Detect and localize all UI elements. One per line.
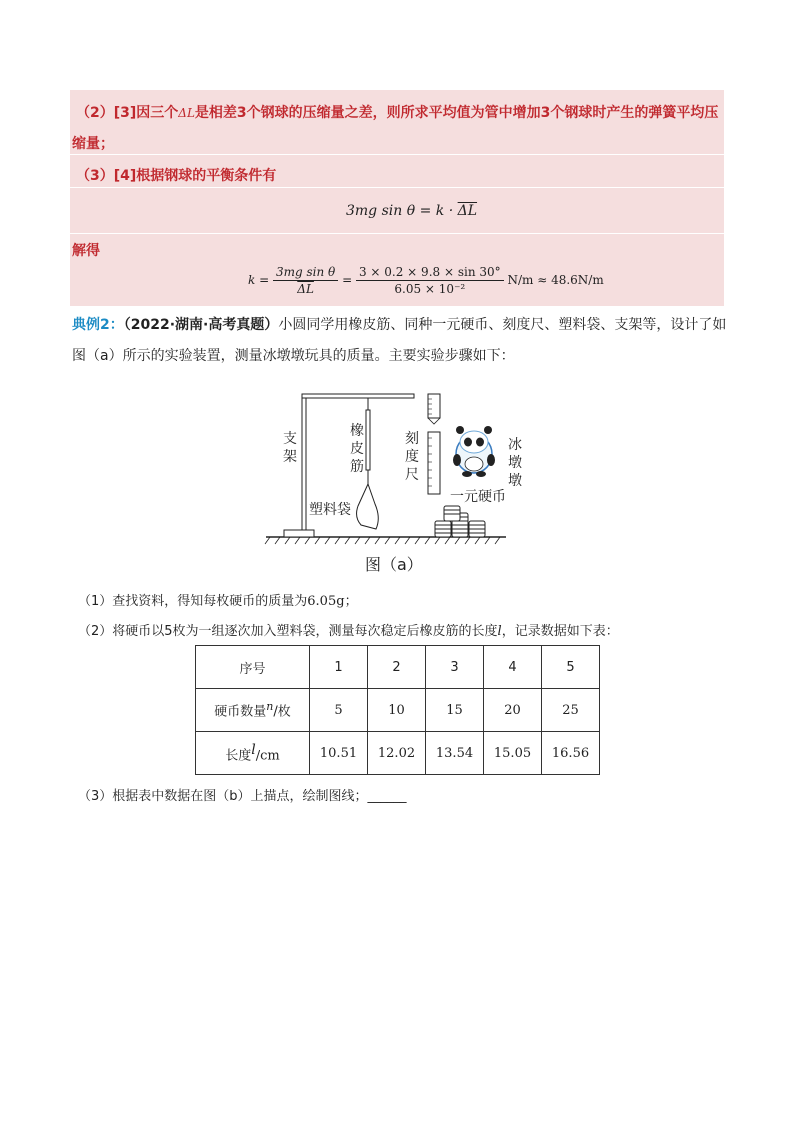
step-1 — [78, 590, 358, 609]
apparatus-figure — [262, 382, 512, 577]
table-cell: 3 — [426, 646, 484, 689]
table-cell: 15 — [426, 689, 484, 732]
data-table — [195, 645, 600, 775]
example-line-1 — [72, 314, 726, 334]
example-label: 典例2： — [72, 317, 124, 333]
fraction-2 — [356, 264, 504, 297]
stand-base — [284, 530, 314, 537]
table-cell: 15.05 — [484, 732, 542, 775]
ruler-top — [428, 394, 440, 418]
label-coin: 一元硬币 — [450, 489, 506, 505]
stand-arm — [302, 394, 414, 398]
fraction-2-denominator: 6.05 × 10⁻² — [394, 282, 466, 296]
equation-2-k: k = — [248, 273, 270, 287]
label-bag: 塑料袋 — [309, 502, 351, 518]
solution-text: 是相差3个钢球的压缩量之差，则所求平均值为管中增加3个钢球时产生的弹簧平均压 — [194, 105, 719, 121]
ground-hatching — [265, 537, 500, 544]
example-line-2: 图（a）所示的实验装置，测量冰墩墩玩具的质量。主要实验步骤如下： — [72, 348, 515, 364]
label-stand: 支架 — [283, 431, 297, 465]
table-cell: 1 — [310, 646, 368, 689]
table-cell: 25 — [542, 689, 600, 732]
ruler-bottom — [428, 432, 440, 494]
table-cell: 20 — [484, 689, 542, 732]
equation-1 — [346, 203, 477, 219]
coin-mass-value: 6.05g — [307, 594, 345, 609]
solution-line-2 — [76, 102, 718, 122]
table-cell: 16.56 — [542, 732, 600, 775]
table-header — [196, 689, 310, 732]
delta-l-symbol: ΔL — [178, 106, 195, 120]
table-cell: 10.51 — [310, 732, 368, 775]
figure-caption: 图（a） — [365, 555, 423, 574]
table-row — [196, 732, 600, 775]
stand-pole — [302, 394, 306, 530]
table-cell: 2 — [368, 646, 426, 689]
length-variable: l — [497, 624, 502, 639]
example-text: 小圆同学用橡皮筋、同种一元硬币、刻度尺、塑料袋、支架等，设计了如 — [278, 317, 727, 333]
header-text: 硬币数量 — [214, 704, 267, 720]
table-cell: 10 — [368, 689, 426, 732]
label-ruler: 刻度尺 — [405, 431, 419, 483]
step-1-end: ； — [344, 594, 358, 609]
table-header — [196, 732, 310, 775]
header-text: 长度 — [225, 748, 252, 764]
equation-2-result: N/m ≈ 48.6N/m — [507, 273, 604, 287]
divider — [70, 187, 724, 188]
step-2-end: ，记录数据如下表： — [501, 624, 619, 639]
table-cell: 5 — [542, 646, 600, 689]
table-row — [196, 689, 600, 732]
coin-stacks — [435, 506, 485, 537]
count-variable: n — [266, 700, 274, 714]
example-source: （2022·湖南·高考真题） — [123, 317, 279, 333]
step-3: （3）根据表中数据在图（b）上描点，绘制图线；______ — [78, 789, 407, 804]
divider — [70, 233, 724, 234]
header-unit: /枚 — [273, 704, 291, 720]
step-2 — [78, 620, 619, 639]
label-doll: 冰墩墩 — [508, 437, 522, 489]
solution-text: （2）[3]因三个 — [76, 105, 179, 121]
table-cell: 13.54 — [426, 732, 484, 775]
fraction-1 — [273, 264, 338, 297]
solution-line-3: （3）[4]根据钢球的平衡条件有 — [76, 168, 277, 184]
table-cell: 5 — [310, 689, 368, 732]
equation-2: k = $\frac{\text{3mg sin θ}}{\Delta L}$ = $\frac{3 \times 0.2 \times 9.8 \times \sin 30^\circ}{\text{6.05 × 10⁻²}}$ N/m ≈ 48.6N/m — [248, 265, 604, 296]
table-cell: 12.02 — [368, 732, 426, 775]
equation-1-left: 3mg sin θ = k · — [346, 203, 454, 219]
table-cell: 4 — [484, 646, 542, 689]
plastic-bag — [357, 484, 379, 529]
fraction-1-numerator: 3mg sin θ — [273, 264, 338, 281]
table-header: 序号 — [196, 646, 310, 689]
step-2-text: （2）将硬币以5枚为一组逐次加入塑料袋，测量每次稳定后橡皮筋的长度 — [78, 624, 498, 639]
fraction-2-numerator: 3 × 0.2 × 9.8 × sin 30° — [356, 264, 504, 281]
header-unit: /cm — [255, 748, 280, 764]
fraction-1-denominator: ΔL — [297, 282, 314, 296]
rubber-band — [366, 410, 370, 470]
solution-line-2-cont: 缩量； — [72, 136, 114, 152]
solve-label: 解得 — [72, 243, 100, 259]
bing-dwen-dwen-icon — [453, 426, 495, 477]
label-rubber-band: 橡皮筋 — [350, 423, 364, 475]
divider — [70, 154, 724, 155]
table-row — [196, 646, 600, 689]
length-variable: l — [251, 742, 256, 759]
step-1-text: （1）查找资料，得知每枚硬币的质量为 — [78, 594, 308, 609]
equation-1-right: $\overline{\Delta L}$ — [457, 203, 478, 219]
